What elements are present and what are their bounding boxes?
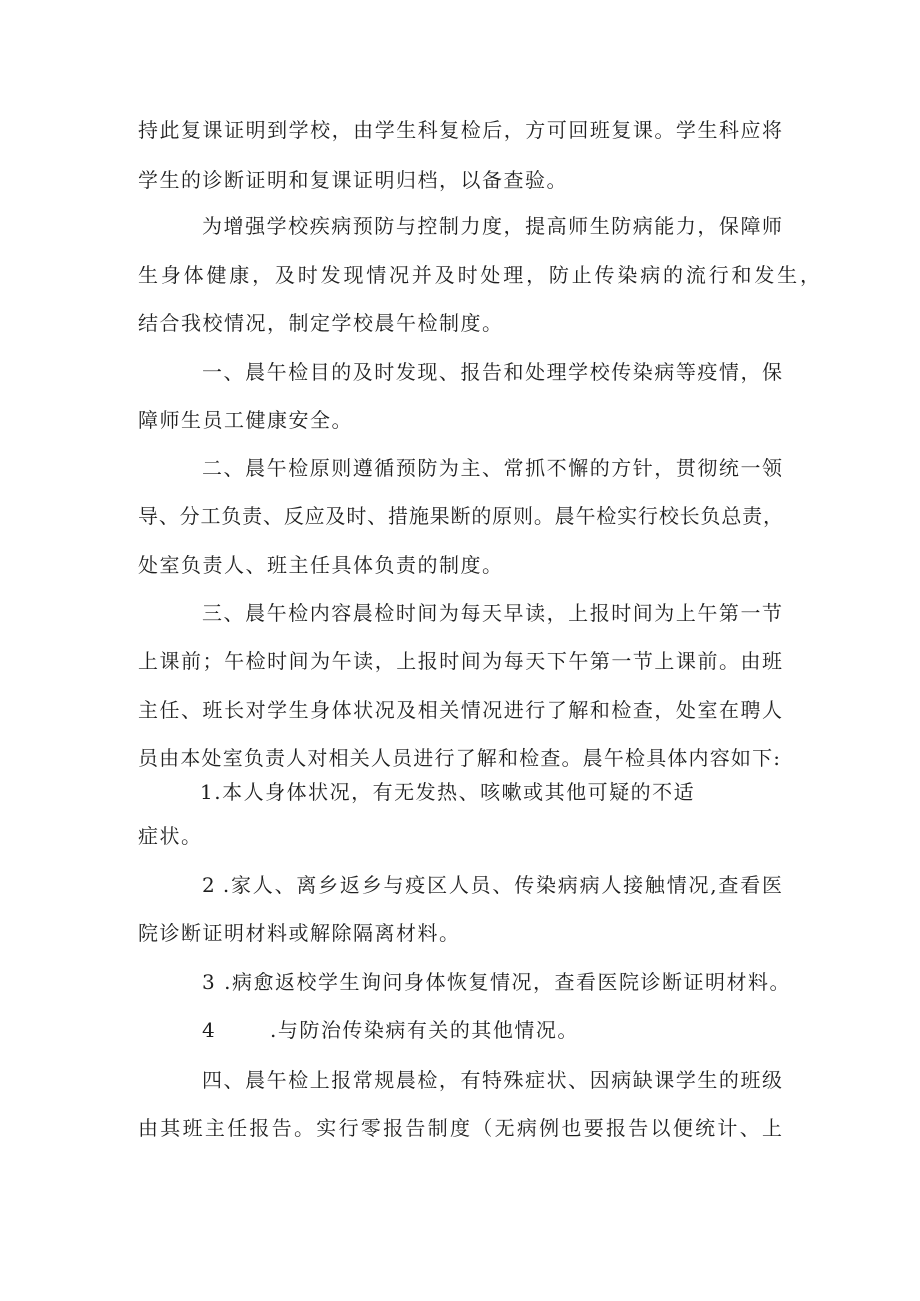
list-item-number: 4: [202, 1018, 217, 1042]
paragraph-line: 学生的诊断证明和复课证明归档，以备查验。: [138, 168, 568, 192]
paragraph-line: 导、分工负责、反应及时、措施果断的原则。晨午检实行校长负总责，: [138, 504, 783, 528]
paragraph-line: 二、晨午检原则遵循预防为主、常抓不懈的方针，贯彻统一领: [202, 456, 782, 480]
paragraph-line: 障师生员工健康安全。: [138, 408, 353, 432]
paragraph-line: 2 .家人、离乡返乡与疫区人员、传染病病人接触情况,查看医: [202, 873, 782, 897]
paragraph-line: 一、晨午检目的及时发现、报告和处理学校传染病等疫情，保: [202, 360, 782, 384]
paragraph-line: 由其班主任报告。实行零报告制度（无病例也要报告以便统计、上: [138, 1116, 782, 1140]
paragraph-line: 三、晨午检内容晨检时间为每天早读，上报时间为上午第一节: [202, 601, 782, 625]
paragraph-line: 院诊断证明材料或解除隔离材料。: [138, 921, 461, 945]
paragraph-line: 四、晨午检上报常规晨检，有特殊症状、因病缺课学生的班级: [202, 1068, 782, 1092]
paragraph-line: 处室负责人、班主任具体负责的制度。: [138, 553, 504, 577]
paragraph-line: 症状。: [138, 824, 203, 848]
paragraph-line: .与防治传染病有关的其他情况。: [270, 1018, 579, 1042]
paragraph-line: 主任、班长对学生身体状况及相关情况进行了解和检查，处室在聘人: [138, 698, 782, 722]
paragraph-line: 员由本处室负责人对相关人员进行了解和检查。晨午检具体内容如下:: [138, 746, 780, 770]
paragraph-line: 3 .病愈返校学生询问身体恢复情况，查看医院诊断证明材料。: [202, 970, 791, 994]
paragraph-line: 结合我校情况，制定学校晨午检制度。: [138, 311, 504, 335]
paragraph-line: 生身体健康，及时发现情况并及时处理，防止传染病的流行和发生，: [138, 263, 820, 287]
paragraph-line: 1.本人身体状况，有无发热、咳嗽或其他可疑的不适: [200, 780, 696, 804]
paragraph-line: 为增强学校疾病预防与控制力度，提高师生防病能力，保障师: [202, 214, 782, 238]
paragraph-line: 持此复课证明到学校，由学生科复检后，方可回班复课。学生科应将: [138, 118, 782, 142]
paragraph-line: 上课前；午检时间为午读，上报时间为每天下午第一节上课前。由班: [138, 649, 782, 673]
